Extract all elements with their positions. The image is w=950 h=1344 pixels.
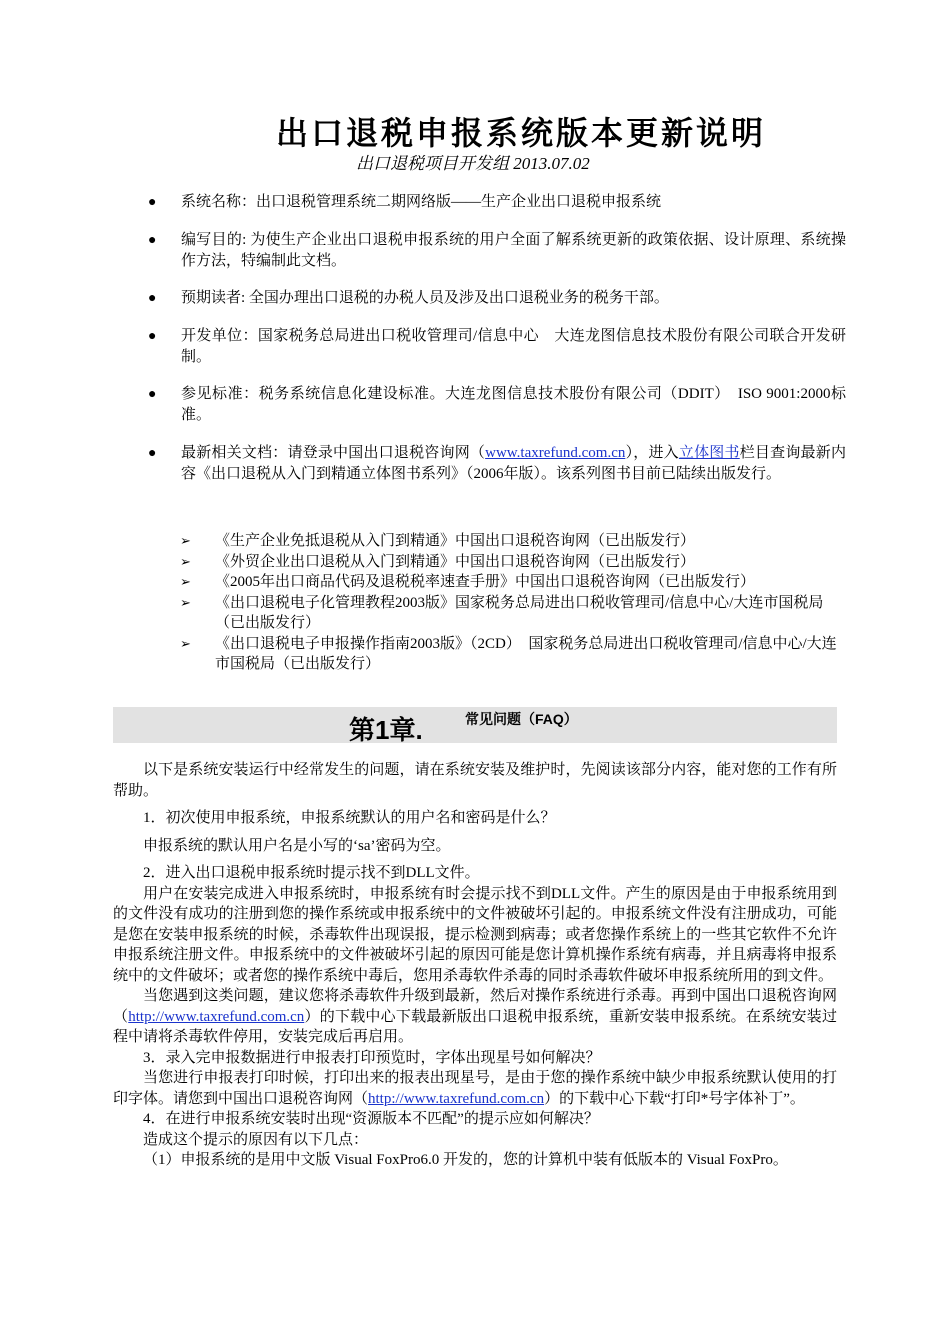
bullet-text: 编写目的: 为使生产企业出口退税申报系统的用户全面了解系统更新的政策依据、设计原理、系统操作方法，特编制此文档。 [181,231,846,269]
faq-answer-2b [113,986,837,1048]
bullet-dot-icon: ● [148,328,157,344]
faq-answer-3 [113,1068,837,1109]
bullet-readers [146,288,846,309]
arrow-bullet-icon: ➢ [180,574,191,589]
bullet-standard [146,384,846,426]
stereo-books-link[interactable]: 立体图书 [678,444,740,461]
faq-answer-3-post: ）的下载中心下载“打印*号字体补丁”。 [544,1090,805,1107]
faq-question-4: 4．在进行申报系统安装时出现“资源版本不匹配”的提示应如何解决？ [143,1111,599,1127]
chapter-number: 第1章. [349,715,423,745]
bullet-text: 预期读者: 全国办理出口退税的办税人员及涉及出口退税业务的税务干部。 [181,290,669,306]
faq-answer-2b-pre: 当您遇到这类问题，建议您将杀毒软件升级到最新，然后对操作系统进行杀毒。再到中国出口退税咨询网（ [113,988,837,1025]
faq-answer-2b-post: ）的下载中心下载最新版出口退税申报系统，重新安装申报系统。在系统安装过程中请将杀毒软件停用，安装完成后再启用。 [113,1008,837,1045]
chapter-title: 常见问题（FAQ） [465,711,578,727]
book-text: 《2005年出口商品代码及退税税率速查手册》中国出口退税咨询网（已出版发行） [215,574,756,590]
book-text: 《外贸企业出口退税从入门到精通》中国出口退税咨询网（已出版发行） [215,553,696,570]
book-item [180,593,840,634]
bullet-text: 参见标准：税务系统信息化建设标准。大连龙图信息技术股份有限公司（DDIT） ISO 9001:2000标准。 [181,386,846,423]
bullet-latest-docs [146,443,846,485]
document-title: 出口退税申报系统版本更新说明 [276,114,767,152]
book-item [180,531,840,552]
bullet-dot-icon: ● [148,387,157,402]
bullet-text-pre: 最新相关文档：请登录中国出口退税咨询网（ [181,444,486,461]
taxrefund-link[interactable]: www.taxrefund.com.cn [485,444,626,461]
faq-answer-3-pre: 当您进行申报表打印时候，打印出来的报表出现星号，是由于您的操作系统中缺少申报系统默认使用的打印字体。请您到中国出口退税咨询网（ [113,1070,837,1107]
bullet-text: 系统名称：出口退税管理系统二期网络版——生产企业出口退税申报系统 [181,194,662,210]
book-text: 《出口退税电子申报操作指南2003版》（2CD） 国家税务总局进出口税收管理司/信息中心/大连市国税局（已出版发行） [215,635,837,672]
book-item [180,634,840,675]
arrow-bullet-icon: ➢ [180,553,191,569]
bullet-text-mid: ），进入 [625,444,679,461]
bullet-dot-icon: ● [148,195,157,210]
faq-answer-4-item-1: （1）申报系统的是用中文版 Visual FoxPro6.0 开发的，您的计算机中装有低版本的 Visual FoxPro。 [143,1152,788,1168]
bullet-dot-icon: ● [148,445,157,461]
bullet-text-post: 栏目查询最新内容《出口退税从入门到精通立体图书系列》（2006年版）。该系列图书目前已陆续出版发行。 [181,444,846,482]
bullet-developer [146,326,846,368]
font-patch-link[interactable]: http://www.taxrefund.com.cn [368,1090,545,1107]
book-text: 《生产企业免抵退税从入门到精通》中国出口退税咨询网（已出版发行） [215,533,696,549]
faq-question-1: 1．初次使用申报系统，申报系统默认的用户名和密码是什么？ [143,810,556,826]
faq-answer-2: 用户在安装完成进入申报系统时，申报系统有时会提示找不到DLL文件。产生的原因是由于申报系统用到的文件没有成功的注册到您的操作系统或申报系统中的文件被破坏引起的。申报系统文件没有注册成功，可能是您在安装申报系统的时候，杀毒软件出现误报，提示检测到病毒；或者您操作系统上的一些其它软件不允许申报系统注册文件。申报系统中的文件被破坏引起的原因可能是您计算机操作系统有病毒，并且病毒将申报系统中的文件破坏；或者您的操作系统中毒后，您用杀毒软件杀毒的同时杀毒软件破坏申报系统所用的到文件。 [113,885,837,984]
taxrefund-download-link[interactable]: http://www.taxrefund.com.cn [128,1008,305,1025]
bullet-system-name [146,192,846,213]
faq-answer-1: 申报系统的默认用户名是小写的‘sa’密码为空。 [143,837,451,854]
faq-question-3: 3．录入完申报数据进行申报表打印预览时，字体出现星号如何解决？ [143,1049,601,1066]
faq-question-2: 2．进入出口退税申报系统时提示找不到DLL文件。 [143,865,480,881]
book-list [180,531,840,675]
faq-answer-4: 造成这个提示的原因有以下几点： [143,1131,369,1148]
info-bullet-list [146,192,846,501]
book-item [180,572,840,593]
book-text: 《出口退税电子化管理教程2003版》国家税务总局进出口税收管理司/信息中心/大连市国税局（已出版发行） [215,594,824,631]
chapter-heading [113,707,837,743]
bullet-dot-icon: ● [148,232,157,248]
arrow-bullet-icon: ➢ [180,533,191,548]
book-item [180,552,840,573]
bullet-purpose [146,230,846,272]
faq-body [113,760,837,1171]
document-subtitle: 出口退税项目开发组 2013.07.02 [356,154,590,173]
arrow-bullet-icon: ➢ [180,635,191,651]
bullet-text: 开发单位：国家税务总局进出口税收管理司/信息中心 大连龙图信息技术股份有限公司联合开发研制。 [181,327,846,365]
arrow-bullet-icon: ➢ [180,594,191,610]
faq-intro: 以下是系统安装运行中经常发生的问题，请在系统安装及维护时，先阅读该部分内容，能对您的工作有所帮助。 [113,762,837,799]
bullet-dot-icon: ● [148,291,157,306]
